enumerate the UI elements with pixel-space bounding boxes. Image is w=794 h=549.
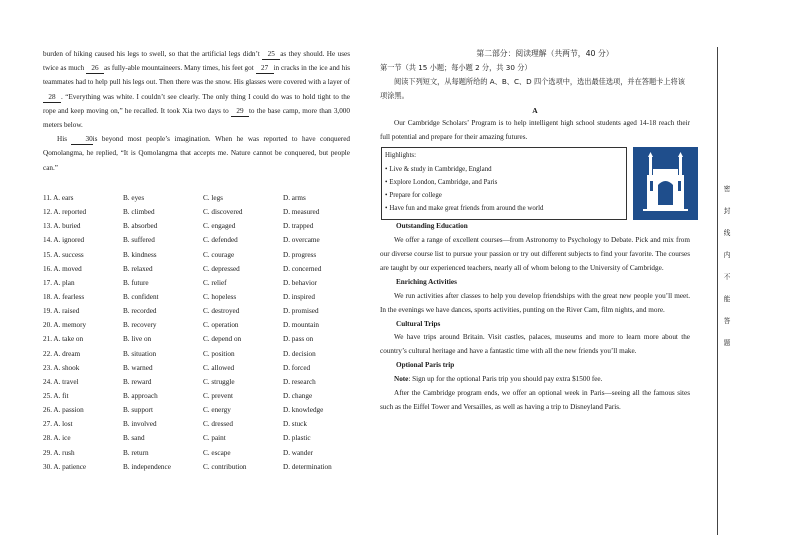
- college-crest-icon: [633, 147, 698, 220]
- option-cell: C. operation: [203, 321, 239, 330]
- text: as fully-able mountaineers. Many times, his feet got: [104, 64, 256, 73]
- reading-section: [380, 47, 690, 415]
- option-cell: 24. A. travel: [43, 377, 79, 386]
- option-cell: B. live on: [123, 335, 152, 344]
- heading-paris: Optional Paris trip: [396, 361, 455, 370]
- option-row: [43, 304, 353, 318]
- option-row: [43, 191, 353, 205]
- option-cell: C. discovered: [203, 208, 243, 217]
- option-cell: 26. A. passion: [43, 406, 84, 415]
- option-row: [43, 219, 353, 233]
- option-cell: 19. A. raised: [43, 307, 80, 316]
- option-cell: 16. A. moved: [43, 264, 82, 273]
- paragraph-education: We offer a range of excellent courses—from Astronomy to Psychology to Debate. Pick and mix from our diverse course list to pursue your passion or try out different subjects to find your favorite. The courses are taught by our experienced teachers, nearly all of whom belong to the University of Cambridge.: [380, 236, 690, 272]
- option-cell: D. progress: [283, 250, 317, 259]
- option-cell: C. defended: [203, 236, 238, 245]
- option-cell: B. confident: [123, 292, 159, 301]
- option-cell: 21. A. take on: [43, 335, 84, 344]
- option-row: [43, 431, 353, 445]
- binding-char: 内: [723, 251, 731, 259]
- option-cell: B. suffered: [123, 236, 155, 245]
- option-cell: 25. A. fit: [43, 391, 69, 400]
- option-cell: C. depressed: [203, 264, 240, 273]
- blank-26: 26: [86, 64, 104, 74]
- binding-notice: [721, 178, 733, 354]
- option-cell: D. forced: [283, 363, 311, 372]
- option-row: [43, 233, 353, 247]
- cloze-paragraph-2: [43, 132, 350, 175]
- option-cell: 13. A. buried: [43, 222, 81, 231]
- intro-paragraph: Our Cambridge Scholars’ Program is to help intelligent high school students aged 14-18 reach their full potential and prepare for their amazing futures.: [380, 119, 690, 142]
- option-cell: D. mountain: [283, 321, 319, 330]
- option-cell: 22. A. dream: [43, 349, 81, 358]
- part-title: 第二部分：阅读理解（共两节，40 分）: [476, 49, 614, 58]
- option-row: [43, 248, 353, 262]
- option-cell: C. legs: [203, 194, 223, 202]
- option-row: [43, 417, 353, 431]
- option-cell: C. prevent: [203, 391, 233, 400]
- option-cell: C. courage: [203, 250, 235, 259]
- highlight-item: • Have fun and make great friends from around the world: [385, 202, 626, 215]
- option-cell: B. involved: [123, 420, 157, 429]
- option-cell: B. situation: [123, 349, 157, 358]
- binding-line: [717, 47, 718, 535]
- text: . “Everything was white. I couldn’t see clearly. The only thing I could do was to hold tight to the rope and keep moving on,” he recalled. It took Xia two days to: [43, 92, 350, 115]
- heading-trips: Cultural Trips: [396, 319, 441, 328]
- cloze-passage: [43, 47, 350, 175]
- option-cell: 29. A. rush: [43, 448, 75, 457]
- paragraph-trips: We have trips around Britain. Visit castles, palaces, museums and more to learn more about the country’s cultural heritage and have a fantastic time with all the new friends you’ll make.: [380, 333, 690, 356]
- option-cell: C. dressed: [203, 420, 233, 429]
- option-cell: C. destroyed: [203, 307, 240, 316]
- option-cell: D. inspired: [283, 292, 315, 301]
- option-cell: B. climbed: [123, 208, 155, 217]
- option-cell: 17. A. plan: [43, 278, 75, 287]
- option-row: [43, 446, 353, 460]
- binding-char: 不: [723, 273, 731, 281]
- option-cell: D. concerned: [283, 264, 322, 273]
- option-cell: D. behavior: [283, 278, 317, 287]
- option-cell: 20. A. memory: [43, 321, 87, 330]
- text: burden of hiking caused his legs to swell, so that the artificial legs didn’t: [43, 50, 263, 58]
- option-cell: 12. A. reported: [43, 208, 87, 217]
- option-cell: 18. A. fearless: [43, 292, 85, 301]
- option-cell: D. arms: [283, 194, 306, 202]
- crest-graphic: [633, 147, 698, 220]
- option-cell: C. escape: [203, 448, 231, 457]
- option-cell: B. independence: [123, 462, 171, 471]
- option-row: [43, 332, 353, 346]
- text: is beyond most people’s imagination. When he was reported to have conquered Qomolangma, he replied, “It is Qomolangma that accepts me. Nature cannot be conquered, but people can.”: [43, 135, 350, 172]
- option-cell: D. promised: [283, 307, 319, 316]
- option-cell: D. plastic: [283, 434, 311, 443]
- option-cell: C. paint: [203, 434, 226, 443]
- option-cell: B. reward: [123, 377, 152, 386]
- option-row: [43, 375, 353, 389]
- binding-char: 线: [723, 229, 731, 237]
- note-paragraph: [380, 373, 690, 387]
- option-cell: C. relief: [203, 278, 227, 287]
- option-cell: D. overcame: [283, 236, 320, 245]
- note-label: Note: [394, 375, 409, 384]
- option-cell: D. wander: [283, 448, 313, 457]
- option-row: [43, 262, 353, 276]
- option-row: [43, 318, 353, 332]
- options-table: [43, 191, 353, 474]
- highlight-item: • Live & study in Cambridge, England: [385, 163, 626, 176]
- heading-activities: Enriching Activities: [396, 277, 457, 286]
- option-cell: D. stuck: [283, 420, 307, 429]
- option-cell: B. recovery: [123, 321, 157, 330]
- option-cell: D. trapped: [283, 222, 314, 231]
- text: in cracks in the ice and his teammates had to help pull his legs out. Then there was the snow. His glasses were covered with a layer of: [43, 64, 350, 87]
- option-cell: B. future: [123, 278, 149, 287]
- option-cell: D. determination: [283, 462, 332, 471]
- option-cell: B. eyes: [123, 194, 145, 202]
- blank-27: 27: [256, 64, 274, 74]
- option-row: [43, 347, 353, 361]
- heading-education: Outstanding Education: [396, 222, 468, 231]
- option-cell: D. pass on: [283, 335, 314, 344]
- option-row: [43, 205, 353, 219]
- option-cell: D. measured: [283, 208, 320, 217]
- highlights-box: [381, 147, 627, 220]
- highlights-title: Highlights:: [385, 152, 417, 160]
- option-row: [43, 389, 353, 403]
- text: as they should. He uses twice as much: [43, 50, 350, 73]
- option-cell: B. warned: [123, 363, 153, 372]
- text: to the base camp, more than 3,000 meters below.: [43, 106, 350, 130]
- option-cell: C. depend on: [203, 335, 242, 344]
- blank-29: 29: [231, 107, 249, 117]
- passage-letter: A: [532, 105, 538, 115]
- option-cell: 11. A. ears: [43, 194, 74, 202]
- option-row: [43, 361, 353, 375]
- option-cell: C. energy: [203, 406, 231, 415]
- binding-char: 答: [723, 317, 731, 325]
- option-cell: 30. A. patience: [43, 462, 87, 471]
- instruction: 阅读下列短文，从每题所给的 A、B、C、D 四个选项中，选出最佳选项，并在答题卡上将该项涂黑。: [380, 76, 685, 100]
- option-cell: C. engaged: [203, 222, 236, 231]
- option-cell: C. struggle: [203, 377, 235, 386]
- option-cell: B. support: [123, 406, 153, 415]
- option-row: [43, 276, 353, 290]
- option-row: [43, 403, 353, 417]
- option-cell: 14. A. ignored: [43, 236, 85, 245]
- note-text: : Sign up for the optional Paris trip you should pay extra $1500 fee.: [408, 375, 603, 384]
- option-cell: B. recorded: [123, 307, 157, 316]
- blank-28: 28: [43, 93, 61, 103]
- section-title: 第一节（共 15 小题；每小题 2 分，共 30 分）: [380, 63, 532, 72]
- option-cell: D. change: [283, 391, 313, 400]
- option-row: [43, 290, 353, 304]
- option-cell: C. position: [203, 349, 235, 358]
- option-cell: B. approach: [123, 391, 158, 400]
- cloze-paragraph-1: [43, 47, 350, 132]
- binding-char: 题: [723, 339, 731, 347]
- option-cell: D. decision: [283, 349, 316, 358]
- option-cell: B. relaxed: [123, 264, 153, 273]
- option-cell: B. return: [123, 448, 149, 457]
- paragraph-activities: We run activities after classes to help you develop friendships with the great new people you’ll meet. In the evenings we have dances, sports activities, punting on the River Cam, film nights, and more.: [380, 291, 690, 314]
- option-cell: D. research: [283, 377, 316, 386]
- highlight-item: • Prepare for college: [385, 189, 626, 202]
- option-cell: C. contribution: [203, 462, 247, 471]
- binding-char: 封: [723, 207, 731, 215]
- option-cell: C. allowed: [203, 363, 235, 372]
- binding-char: 能: [723, 295, 731, 303]
- paragraph-paris: After the Cambridge program ends, we offer an optional week in Paris—seeing all the famous sites such as the Eiffel Tower and Versailles, as well as having a trip to Disneyland Paris.: [380, 389, 690, 411]
- option-cell: D. knowledge: [283, 406, 324, 415]
- option-cell: 23. A. shook: [43, 363, 80, 372]
- option-cell: B. sand: [123, 434, 145, 443]
- option-cell: 15. A. success: [43, 250, 84, 259]
- blank-25: 25: [262, 50, 280, 60]
- blank-30: 30: [71, 135, 92, 145]
- option-cell: 28. A. ice: [43, 434, 71, 443]
- option-row: [43, 460, 353, 474]
- text: His: [57, 135, 72, 144]
- highlight-item: • Explore London, Cambridge, and Paris: [385, 176, 626, 189]
- option-cell: C. hopeless: [203, 292, 237, 301]
- option-cell: B. kindness: [123, 250, 157, 259]
- highlights-area: [380, 147, 690, 220]
- binding-char: 密: [723, 185, 731, 193]
- option-cell: B. absorbed: [123, 222, 158, 231]
- option-cell: 27. A. lost: [43, 420, 73, 429]
